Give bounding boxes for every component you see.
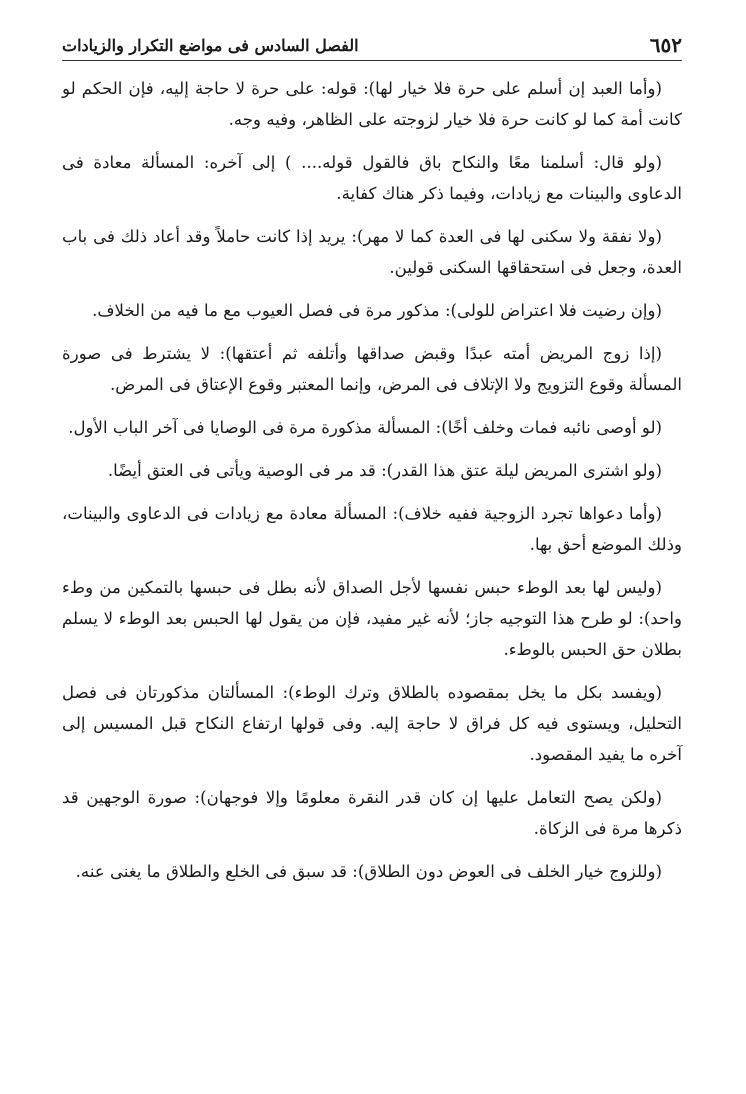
paragraph: (ولا نفقة ولا سكنى لها فى العدة كما لا مهر): يريد إذا كانت حاملاً وقد أعاد ذلك فى باب العدة، وجعل فى استحقاقها السكنى قولين. bbox=[62, 227, 682, 277]
running-title: الفصل السادس فى مواضع التكرار والزيادات bbox=[62, 35, 359, 55]
paragraph: (ولكن يصح التعامل عليها إن كان قدر النقرة معلومًا وإلا فوجهان): صورة الوجهين قد ذكرها مرة فى الزكاة. bbox=[62, 788, 682, 838]
page-number: ٦٥٢ bbox=[649, 33, 682, 57]
paragraph: (وأما العبد إن أسلم على حرة فلا خيار لها): قوله: على حرة لا حاجة إليه، فإن الحكم لو كانت أمة كما لو كانت حرة فلا خيار لزوجته على الظاهر، وفيه وجه. bbox=[62, 79, 682, 129]
document-page bbox=[62, 30, 682, 1070]
paragraph: (وإن رضيت فلا اعتراض للولى): مذكور مرة فى فصل العيوب مع ما فيه من الخلاف. bbox=[92, 301, 662, 320]
paragraph: (وللزوج خيار الخلف فى العوض دون الطلاق): قد سبق فى الخلع والطلاق ما يغنى عنه. bbox=[75, 862, 662, 881]
paragraph: (وليس لها بعد الوطء حبس نفسها لأجل الصداق لأنه بطل فى حبسها بالتمكين من وطء واحد): لو طرح هذا التوجيه جاز؛ لأنه غير مفيد، فإن من يقول لها الحبس بعد الوطء لا يسلم بطلان حق الحبس بالوطء. bbox=[62, 578, 682, 659]
running-header bbox=[62, 30, 682, 61]
paragraph: (إذا زوج المريض أمته عبدًا وقبض صداقها وأتلفه ثم أعتقها): لا يشترط فى صورة المسألة وقوع التزويج ولا الإتلاف فى المرض، وإنما المعتبر وقوع الإعتاق فى المرض. bbox=[62, 344, 682, 394]
paragraph: (ولو اشترى المريض ليلة عتق هذا القدر): قد مر فى الوصية ويأتى فى العتق أيضًا. bbox=[107, 461, 662, 480]
paragraph: (ويفسد بكل ما يخل بمقصوده بالطلاق وترك الوطء): المسألتان مذكورتان فى فصل التحليل، ويستوى فيه كل فراق لا حاجة إليه. وفى قولها ارتفاع النكاح قبل المسيس إلى آخره ما يفيد المقصود. bbox=[62, 683, 682, 764]
paragraph: (ولو قال: أسلمنا معًا والنكاح باق فالقول قوله.... ) إلى آخره: المسألة معادة فى الدعاوى والبينات مع زيادات، وفيما ذكر هناك كفاية. bbox=[62, 153, 682, 203]
paragraph: (لو أوصى نائبه فمات وخلف أخًا): المسألة مذكورة مرة فى الوصايا فى آخر الباب الأول. bbox=[68, 418, 662, 437]
paragraph: (وأما دعواها تجرد الزوجية ففيه خلاف): المسألة معادة مع زيادات فى الدعاوى والبينات، وذلك الموضع أحق بها. bbox=[62, 504, 682, 554]
